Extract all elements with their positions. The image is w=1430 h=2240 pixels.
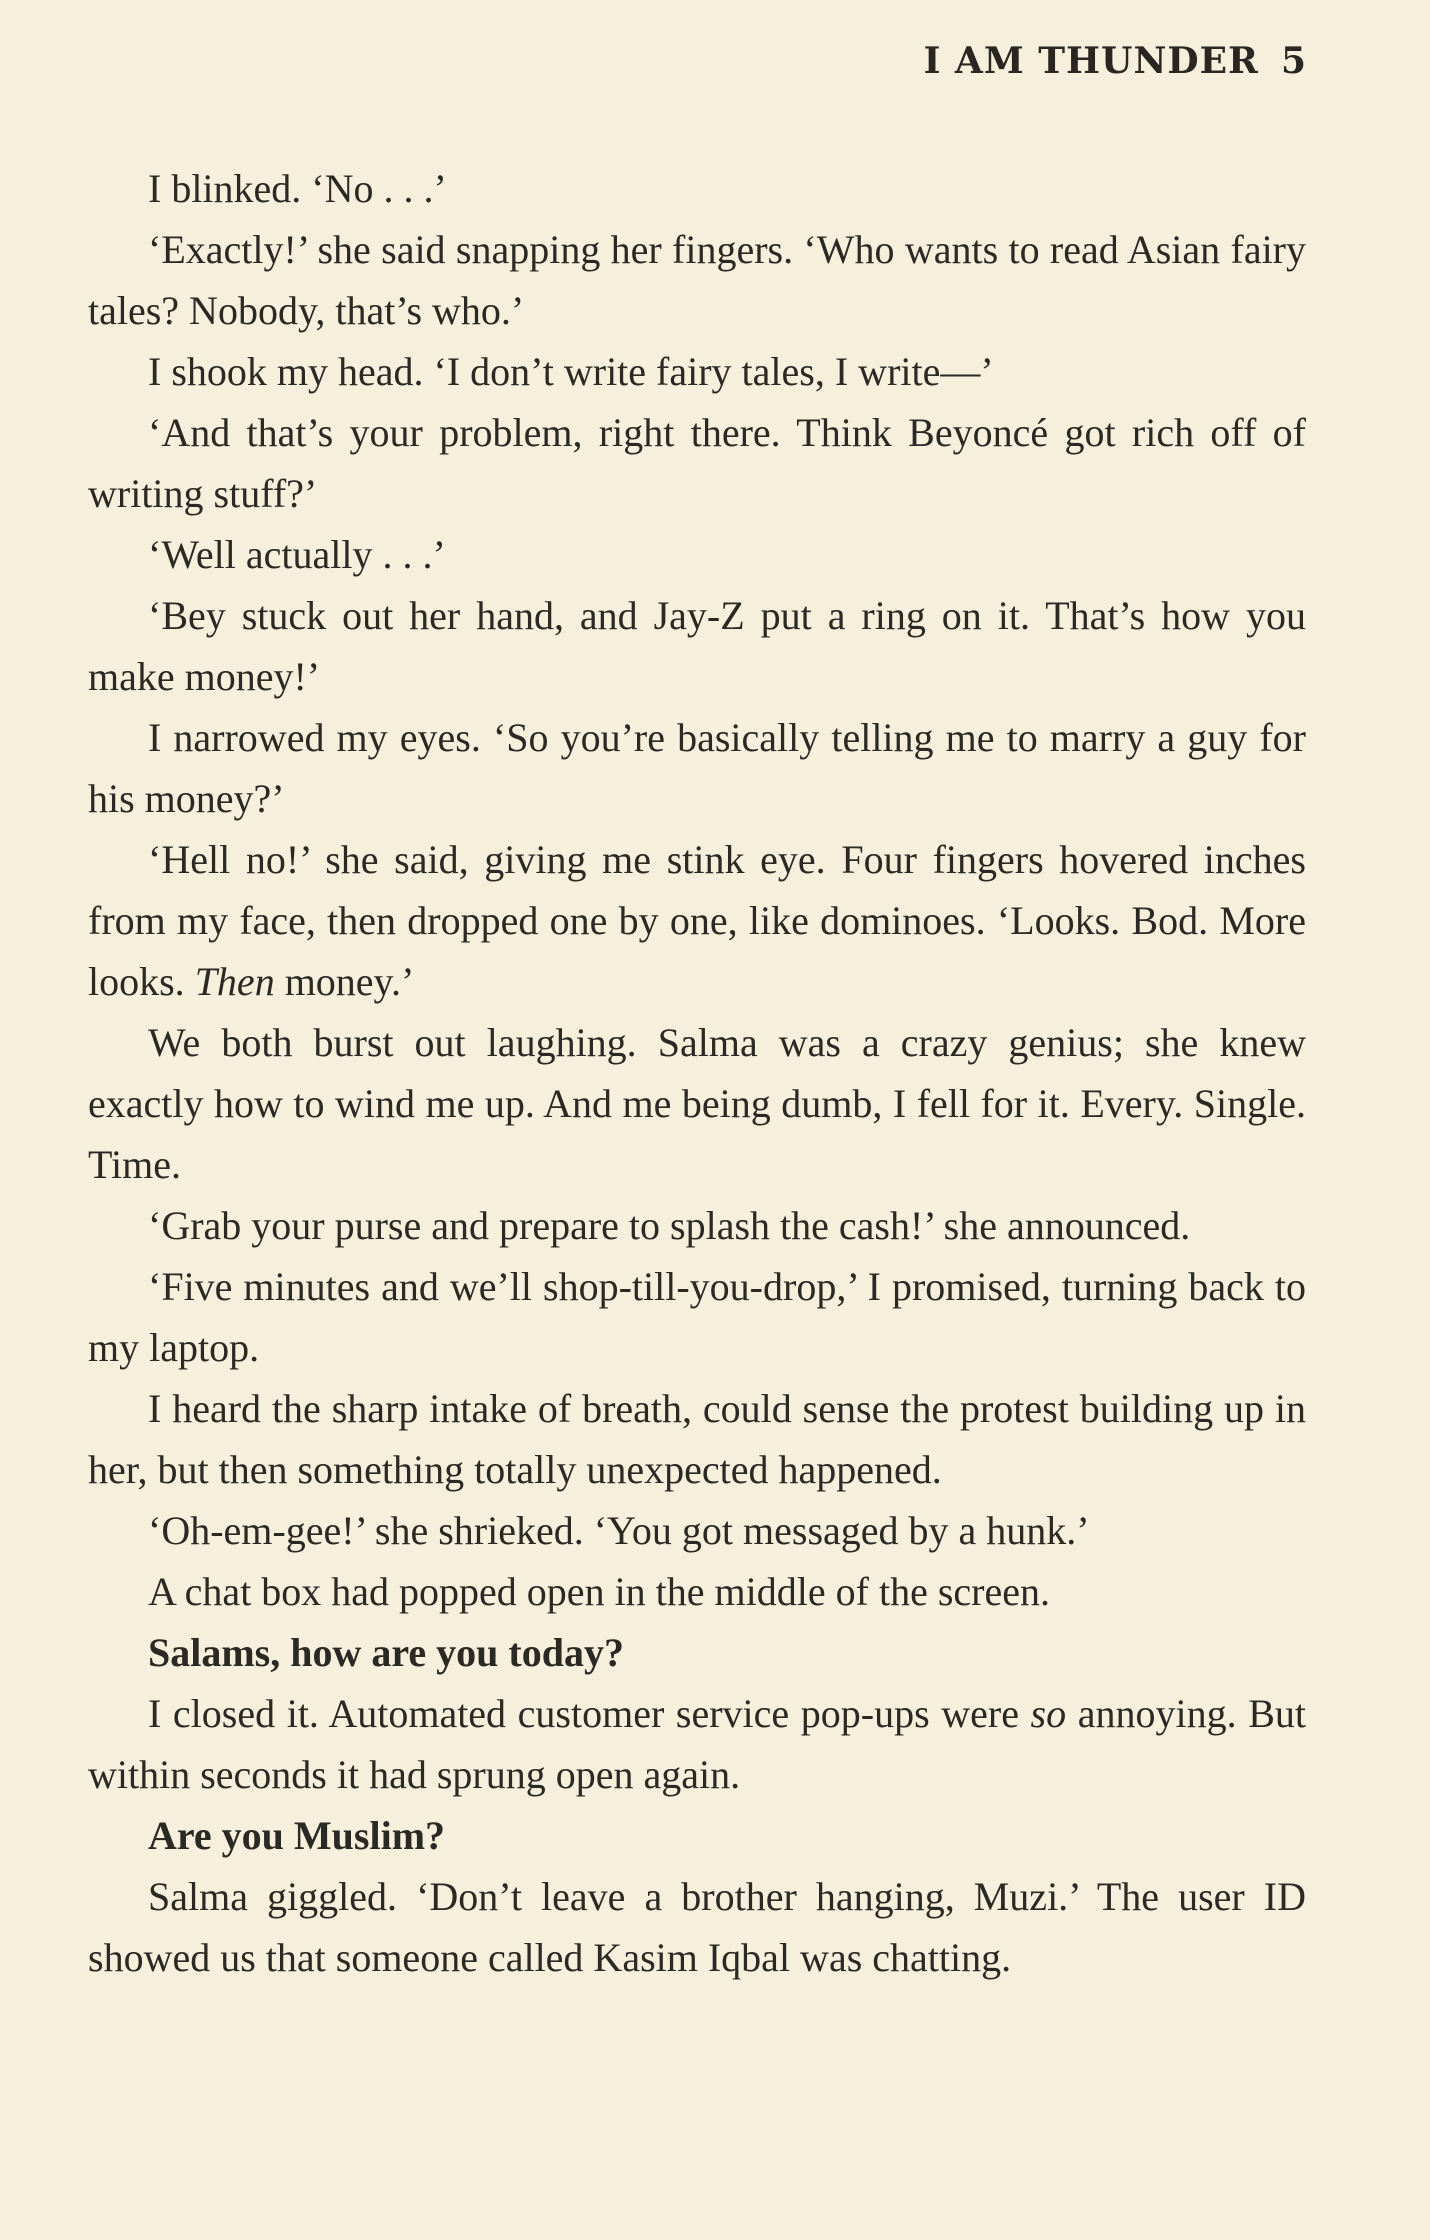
paragraph: We both burst out laughing. Salma was a crazy genius; she knew exactly how to wind me up. And me being dumb, I fell for it. Every. Single. Time.	[88, 1020, 1306, 1187]
body-text	[88, 158, 1306, 1988]
emphasized-word: Then	[194, 959, 275, 1004]
emphasized-word: so	[1030, 1691, 1067, 1736]
paragraph	[88, 829, 1306, 1012]
paragraph: I blinked. ‘No . . .’	[148, 166, 447, 211]
running-header	[924, 40, 1307, 82]
paragraph	[88, 1683, 1306, 1805]
paragraph-text: I closed it. Automated customer service pop-ups were	[148, 1691, 1031, 1736]
paragraph: ‘Exactly!’ she said snapping her fingers. ‘Who wants to read Asian fairy tales? Nobody, that’s who.’	[88, 227, 1306, 333]
chat-message: Salams, how are you today?	[148, 1630, 624, 1675]
paragraph: ‘And that’s your problem, right there. Think Beyoncé got rich off of writing stuff?’	[88, 410, 1306, 516]
paragraph: ‘Five minutes and we’ll shop-till-you-drop,’ I promised, turning back to my laptop.	[88, 1264, 1306, 1370]
page-number: 5	[1280, 40, 1307, 82]
paragraph: Salma giggled. ‘Don’t leave a brother hanging, Muzi.’ The user ID showed us that someone called Kasim Iqbal was chatting.	[88, 1874, 1306, 1980]
paragraph: I shook my head. ‘I don’t write fairy tales, I write—’	[148, 349, 994, 394]
paragraph: ‘Oh-em-gee!’ she shrieked. ‘You got messaged by a hunk.’	[148, 1508, 1090, 1553]
paragraph: A chat box had popped open in the middle of the screen.	[148, 1569, 1050, 1614]
paragraph: ‘Grab your purse and prepare to splash the cash!’ she announced.	[148, 1203, 1191, 1248]
paragraph: I narrowed my eyes. ‘So you’re basically telling me to marry a guy for his money?’	[88, 715, 1306, 821]
book-title: I AM THUNDER	[923, 40, 1259, 82]
chat-message: Are you Muslim?	[148, 1813, 446, 1858]
paragraph: I heard the sharp intake of breath, could sense the protest building up in her, but then something totally unexpected happened.	[88, 1386, 1306, 1492]
paragraph: ‘Well actually . . .’	[148, 532, 446, 577]
paragraph-text: ‘Hell no!’ she said, giving me stink eye. Four fingers hovered inches from my face, then dropped one by one, like dominoes. ‘Looks. Bod. More looks.	[88, 837, 1306, 1004]
paragraph-text: money.’	[274, 959, 415, 1004]
paragraph-text: annoying. But within seconds it had sprung open again.	[88, 1691, 1306, 1797]
paragraph: ‘Bey stuck out her hand, and Jay-Z put a ring on it. That’s how you make money!’	[88, 593, 1306, 699]
